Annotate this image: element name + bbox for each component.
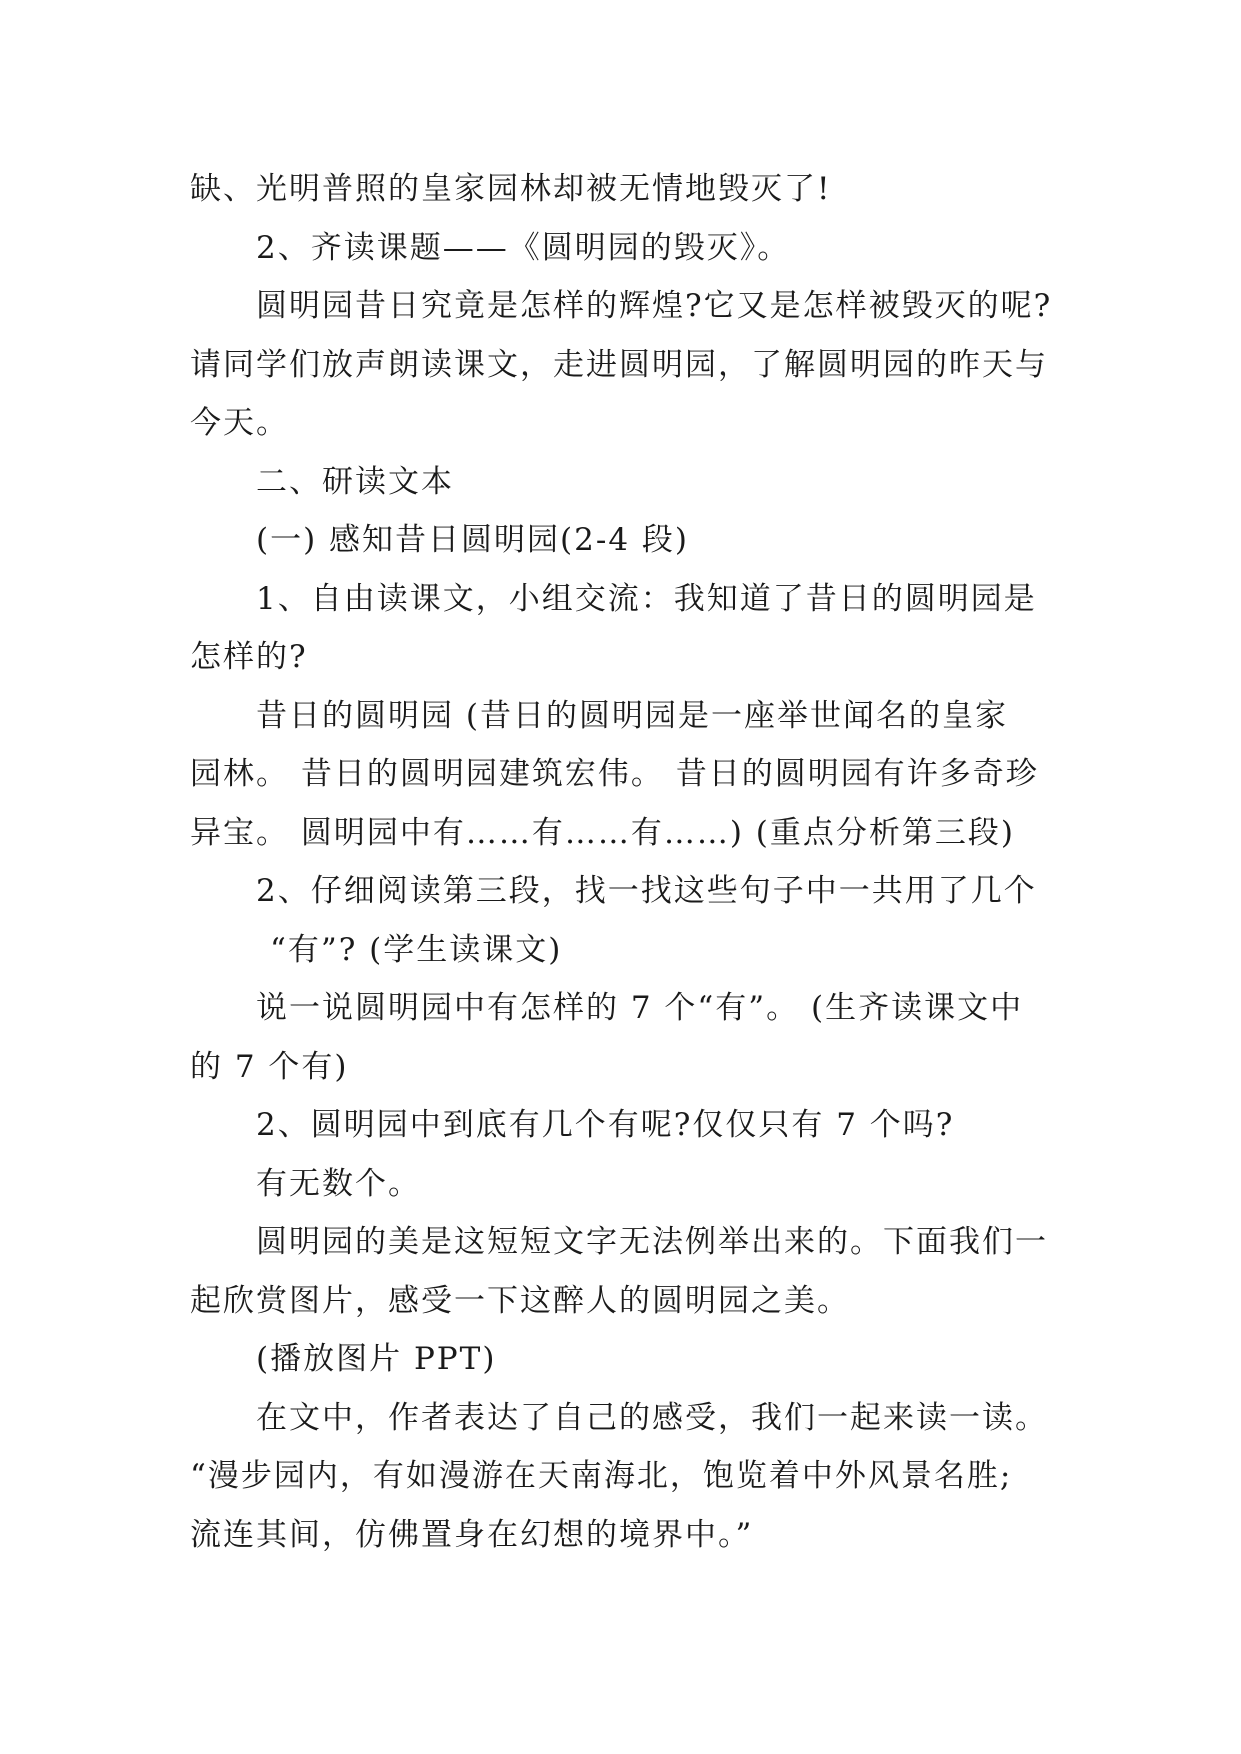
paragraph-line: 圆明园昔日究竟是怎样的辉煌?它又是怎样被毁灭的呢? xyxy=(256,288,1053,324)
paragraph xyxy=(190,862,1070,921)
paragraph xyxy=(190,1389,1070,1565)
paragraph-line: 1、自由读课文，小组交流：我知道了昔日的圆明园是 xyxy=(256,580,1037,617)
paragraph-line: 说一说圆明园中有怎样的 7 个“有”。 (生齐读课文中 xyxy=(256,990,1024,1026)
paragraph-line: 流连其间，仿佛置身在幻想的境界中。” xyxy=(190,1516,754,1553)
paragraph-line: 2、齐读课题——《圆明园的毁灭》。 xyxy=(256,229,791,266)
paragraph-line: (一) 感知昔日圆明园(2-4 段) xyxy=(256,522,690,558)
paragraph-line: 2、圆明园中到底有几个有呢?仅仅只有 7 个吗? xyxy=(256,1107,955,1143)
paragraph xyxy=(190,687,1070,863)
document-body xyxy=(190,160,1070,1564)
paragraph xyxy=(190,219,1070,278)
paragraph xyxy=(190,921,1070,980)
paragraph-line: 圆明园的美是这短短文字无法例举出来的。下面我们一 xyxy=(256,1224,1048,1260)
paragraph-line: 今天。 xyxy=(190,405,289,441)
paragraph-line: (播放图片 PPT) xyxy=(256,1341,497,1377)
paragraph-line: 在文中，作者表达了自己的感受，我们一起来读一读。 xyxy=(256,1399,1048,1436)
paragraph-line: 园林。 昔日的圆明园建筑宏伟。 昔日的圆明园有许多奇珍 xyxy=(190,756,1039,792)
paragraph xyxy=(190,511,1070,570)
paragraph-line: 昔日的圆明园 (昔日的圆明园是一座举世闻名的皇家 xyxy=(256,697,1008,734)
paragraph-line: 起欣赏图片，感受一下这醉人的圆明园之美。 xyxy=(190,1282,850,1319)
paragraph-line: 异宝。 圆明园中有……有……有……) (重点分析第三段) xyxy=(190,814,1015,851)
paragraph-line: 二、研读文本 xyxy=(256,463,454,500)
paragraph xyxy=(190,570,1070,687)
paragraph xyxy=(190,1155,1070,1214)
paragraph-line: “漫步园内，有如漫游在天南海北，饱览着中外风景名胜; xyxy=(190,1458,1013,1494)
paragraph xyxy=(190,160,1070,219)
paragraph xyxy=(190,1213,1070,1330)
paragraph xyxy=(190,1330,1070,1389)
paragraph xyxy=(190,979,1070,1096)
paragraph xyxy=(190,277,1070,453)
paragraph xyxy=(190,453,1070,512)
paragraph-line: 的 7 个有) xyxy=(190,1048,349,1085)
paragraph-line: 2、仔细阅读第三段，找一找这些句子中一共用了几个 xyxy=(256,873,1037,909)
paragraph xyxy=(190,1096,1070,1155)
paragraph-line: 怎样的? xyxy=(190,639,308,675)
paragraph-line: 请同学们放声朗读课文，走进圆明园，了解圆明园的昨天与 xyxy=(190,346,1048,383)
paragraph-line: “有”? (学生读课文) xyxy=(270,931,563,968)
paragraph-line: 有无数个。 xyxy=(256,1165,421,1202)
paragraph-line: 缺、光明普照的皇家园林却被无情地毁灭了! xyxy=(190,171,832,207)
